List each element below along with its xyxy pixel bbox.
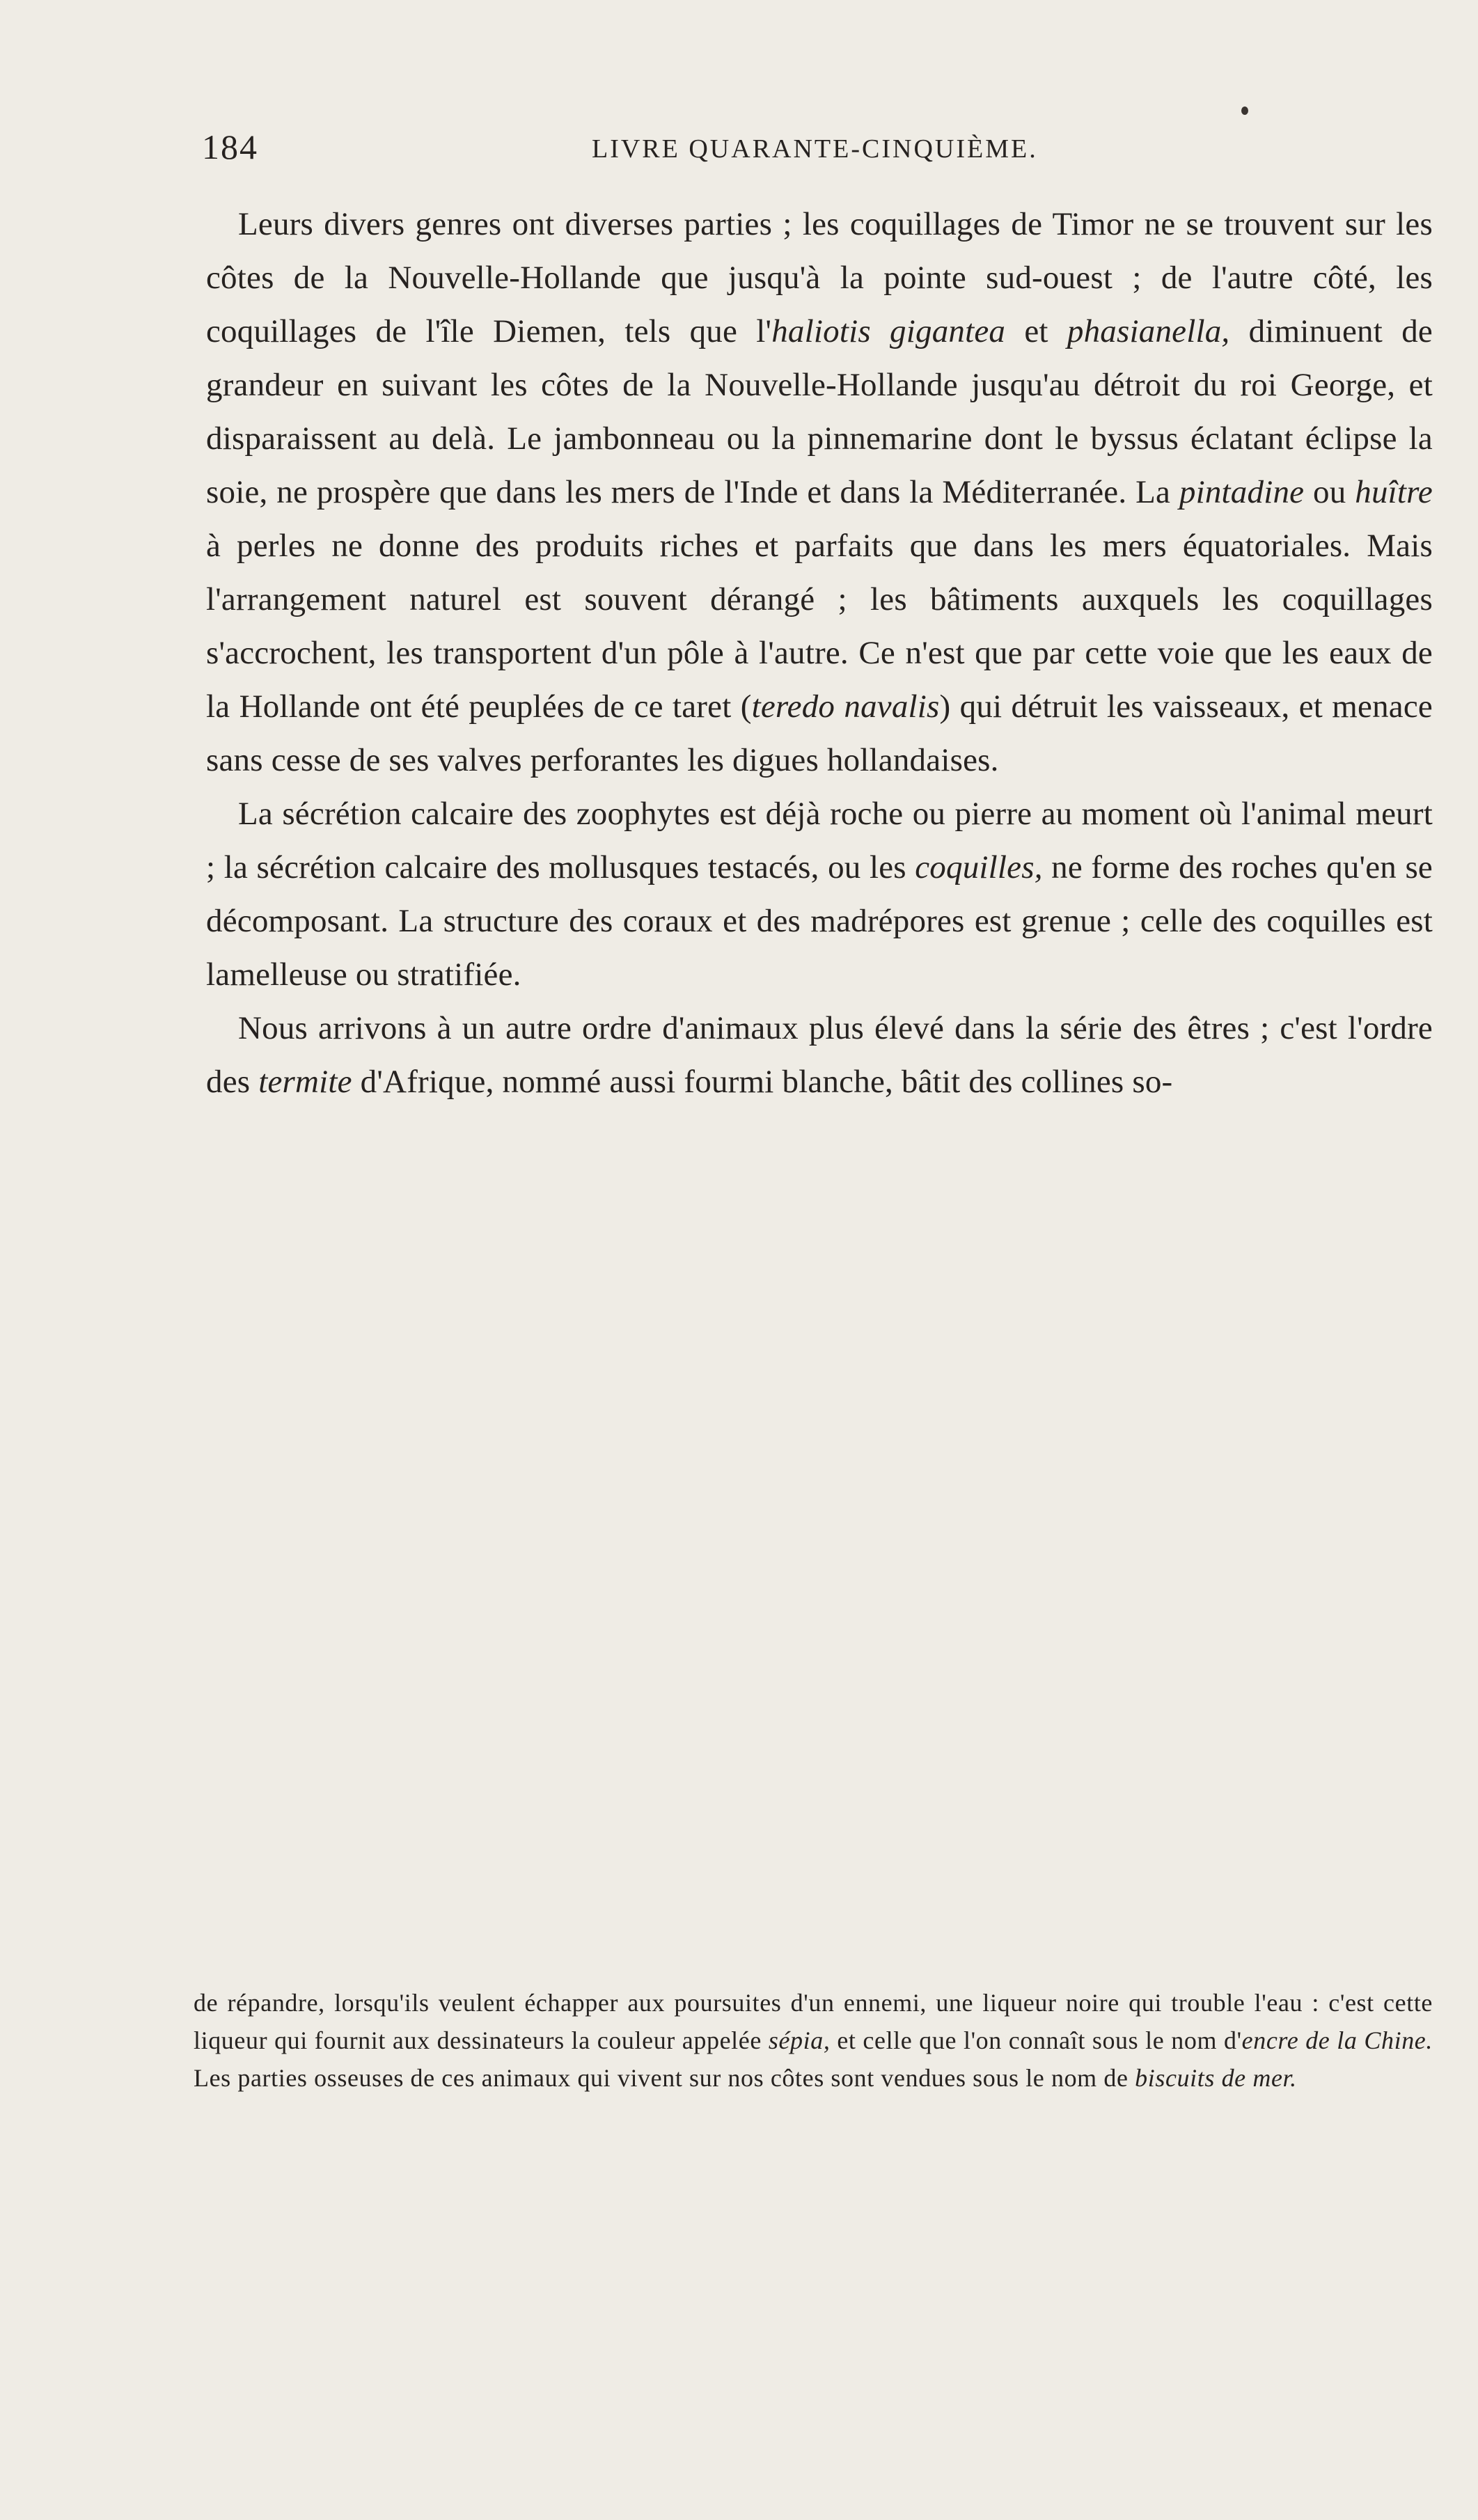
running-header: [202, 127, 1427, 175]
text-run: ) qui détruit les vaisseaux, et menace sans cesse de ses valves perforantes les digues hollandaises.: [206, 688, 1433, 778]
text-run: et celle que l'on connaît sous le nom d': [830, 2026, 1242, 2054]
footnote-text: [194, 1984, 1433, 2097]
ink-speck: [1241, 107, 1248, 115]
main-text: [206, 198, 1433, 1109]
italic-term: teredo navalis: [751, 688, 940, 725]
italic-term: haliotis gigantea: [771, 313, 1006, 349]
text-run: d'Afrique, nommé aussi fourmi blanche, bâtit des collines so-: [352, 1064, 1173, 1100]
text-run: Les parties osseuses de ces animaux qui vivent sur nos côtes sont vendues sous le nom de: [194, 2064, 1135, 2092]
footnote: [194, 1984, 1433, 2097]
paragraph: [206, 787, 1433, 1002]
italic-term: encre de la Chine.: [1241, 2026, 1433, 2054]
text-run: de répandre, lorsqu'ils veulent échapper aux poursuites d'un ennemi, une liqueur noire qui trouble l'eau : c'est cette liqueur qui fournit aux dessinateurs la couleur appelée: [194, 1989, 1433, 2054]
italic-term: sépia,: [768, 2026, 831, 2054]
text-run: et: [1005, 313, 1067, 349]
text-run: Leurs divers genres ont diverses parties ; les coquillages de Timor ne se trouvent sur les côtes de la Nouvelle-Hollande que jusqu'à la pointe sud-ouest ; de l'autre côté, les coquillages de l'île Diemen, tels que l': [206, 206, 1433, 349]
text-run: à perles ne donne des produits riches et parfaits que dans les mers équatoriales. Mais l'arrangement naturel est souvent dérangé ; les bâtiments auxquels les coquillages s'accrochent, les transportent d'un pôle à l'autre. Ce n'est que par cette voie que les eaux de la Hollande ont été peuplées de ce taret (: [206, 528, 1433, 725]
italic-term: coquilles,: [915, 849, 1043, 885]
text-run: ou: [1304, 474, 1355, 510]
italic-term: huître: [1355, 474, 1433, 510]
paragraph: [206, 198, 1433, 787]
paragraph: [206, 1002, 1433, 1109]
italic-term: phasianella,: [1067, 313, 1230, 349]
text-run: Nous arrivons à un autre ordre d'animaux plus élevé dans la série des êtres ; c'est l'ordre des: [206, 1010, 1433, 1100]
text-run: diminuent de grandeur en suivant les côtes de la Nouvelle-Hollande jusqu'au détroit du roi George, et disparaissent au delà. Le jambonneau ou la pinnemarine dont le byssus éclatant éclipse la soie, ne prospère que dans les mers de l'Inde et dans la Méditerranée. La: [206, 313, 1433, 510]
italic-term: termite: [258, 1064, 352, 1100]
italic-term: pintadine: [1179, 474, 1305, 510]
text-run: La sécrétion calcaire des zoophytes est déjà roche ou pierre au moment où l'animal meurt ; la sécrétion calcaire des mollusques testacés, ou les: [206, 796, 1433, 885]
italic-term: biscuits de mer.: [1135, 2064, 1297, 2092]
running-title: LIVRE QUARANTE-CINQUIÈME.: [592, 134, 1038, 164]
page-number: 184: [202, 127, 258, 166]
text-run: ne forme des roches qu'en se décomposant. La structure des coraux et des madrépores est grenue ; celle des coquilles est lamelleuse ou stratifiée.: [206, 849, 1433, 993]
